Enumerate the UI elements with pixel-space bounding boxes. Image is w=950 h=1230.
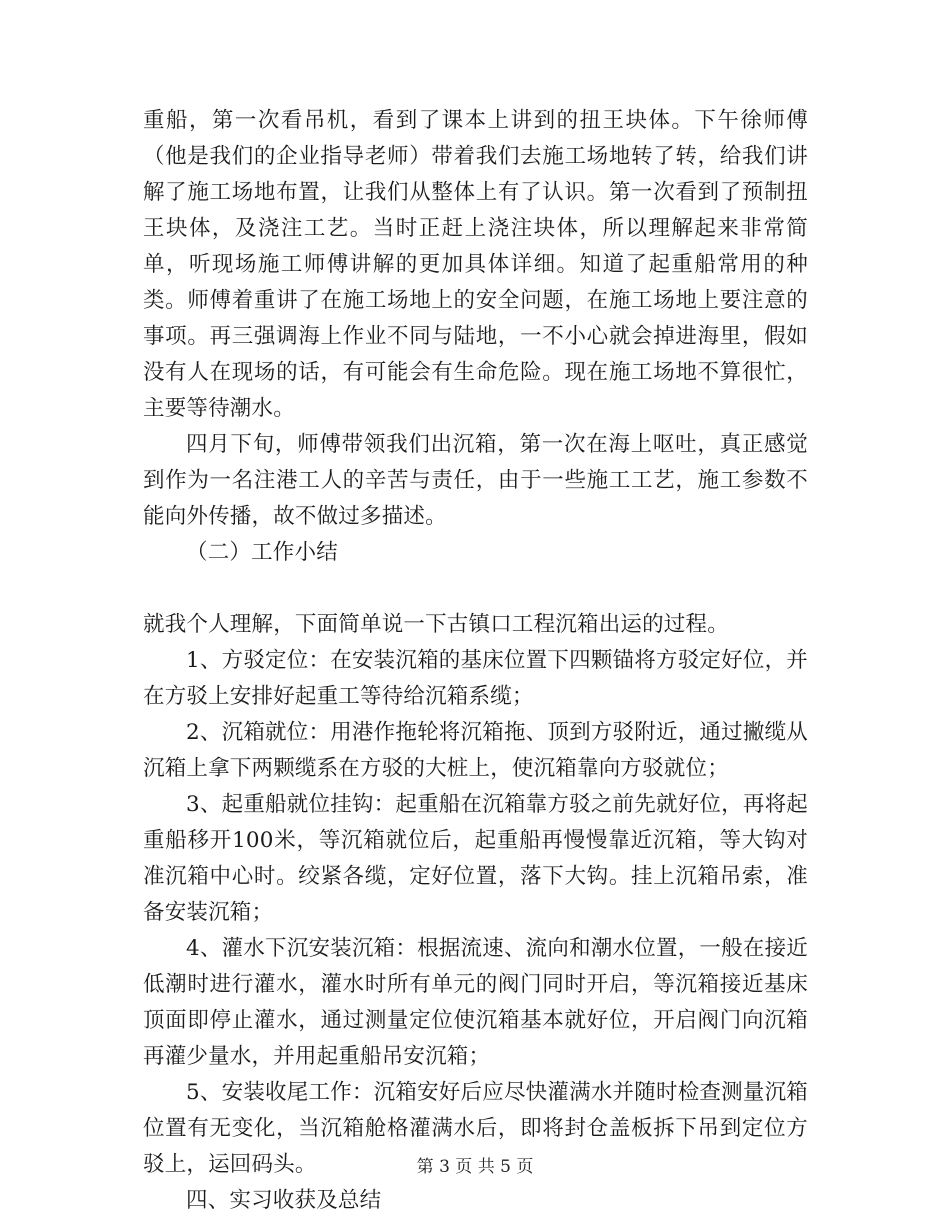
list-item-step-3: 3、起重船就位挂钩：起重船在沉箱靠方驳之前先就好位，再将起重船移开100米，等沉箱就位后，起重船再慢慢靠近沉箱，等大钩对准沉箱中心时。绞紧各缆，定好位置，落下大钩。挂上沉箱吊索，准备安装沉箱； xyxy=(143,792,808,925)
section-heading-summary: 四、实习收获及总结 xyxy=(186,1188,382,1213)
body-text xyxy=(143,103,808,1219)
paragraph-caisson-trip: 四月下旬，师傅带领我们出沉箱，第一次在海上呕吐，真正感觉到作为一名注港工人的辛苦与责任，由于一些施工工艺，施工参数不能向外传播，故不做过多描述。 xyxy=(143,432,808,529)
list-item-step-4: 4、灌水下沉安装沉箱：根据流速、流向和潮水位置，一般在接近低潮时进行灌水，灌水时所有单元的阀门同时开启，等沉箱接近基床顶面即停止灌水，通过测量定位使沉箱基本就好位，开启阀门向沉箱再灌少量水，并用起重船吊安沉箱； xyxy=(143,936,808,1069)
list-item-step-2: 2、沉箱就位：用港作拖轮将沉箱拖、顶到方驳附近，通过撇缆从沉箱上拿下两颗缆系在方驳的大桩上，使沉箱靠向方驳就位； xyxy=(143,720,808,781)
blank-line xyxy=(143,571,808,607)
paragraph-intro: 就我个人理解，下面简单说一下古镇口工程沉箱出运的过程。 xyxy=(143,612,729,637)
paragraph-site-visit: 重船，第一次看吊机，看到了课本上讲到的扭王块体。下午徐师傅（他是我们的企业指导老师）带着我们去施工场地转了转，给我们讲解了施工场地布置，让我们从整体上有了认识。第一次看到了预制扭王块体，及浇注工艺。当时正赶上浇注块体，所以理解起来非常简单，听现场施工师傅讲解的更加具体详细。知道了起重船常用的种类。师傅着重讲了在施工场地上的安全问题，在施工场地上要注意的事项。再三强调海上作业不同与陆地，一不小心就会掉进海里，假如没有人在现场的话，有可能会有生命危险。现在施工场地不算很忙，主要等待潮水。 xyxy=(143,108,808,421)
list-item-step-5: 5、安装收尾工作：沉箱安好后应尽快灌满水并随时检查测量沉箱位置有无变化，当沉箱舱格灌满水后，即将封仓盖板拆下吊到定位方驳上，运回码头。 xyxy=(143,1080,808,1177)
section-heading-work-summary: （二）工作小结 xyxy=(186,540,338,565)
list-item-step-1: 1、方驳定位：在安装沉箱的基床位置下四颗锚将方驳定好位，并在方驳上安排好起重工等待给沉箱系缆； xyxy=(143,648,808,709)
page-number-footer: 第 3 页 共 5 页 xyxy=(416,1157,534,1177)
